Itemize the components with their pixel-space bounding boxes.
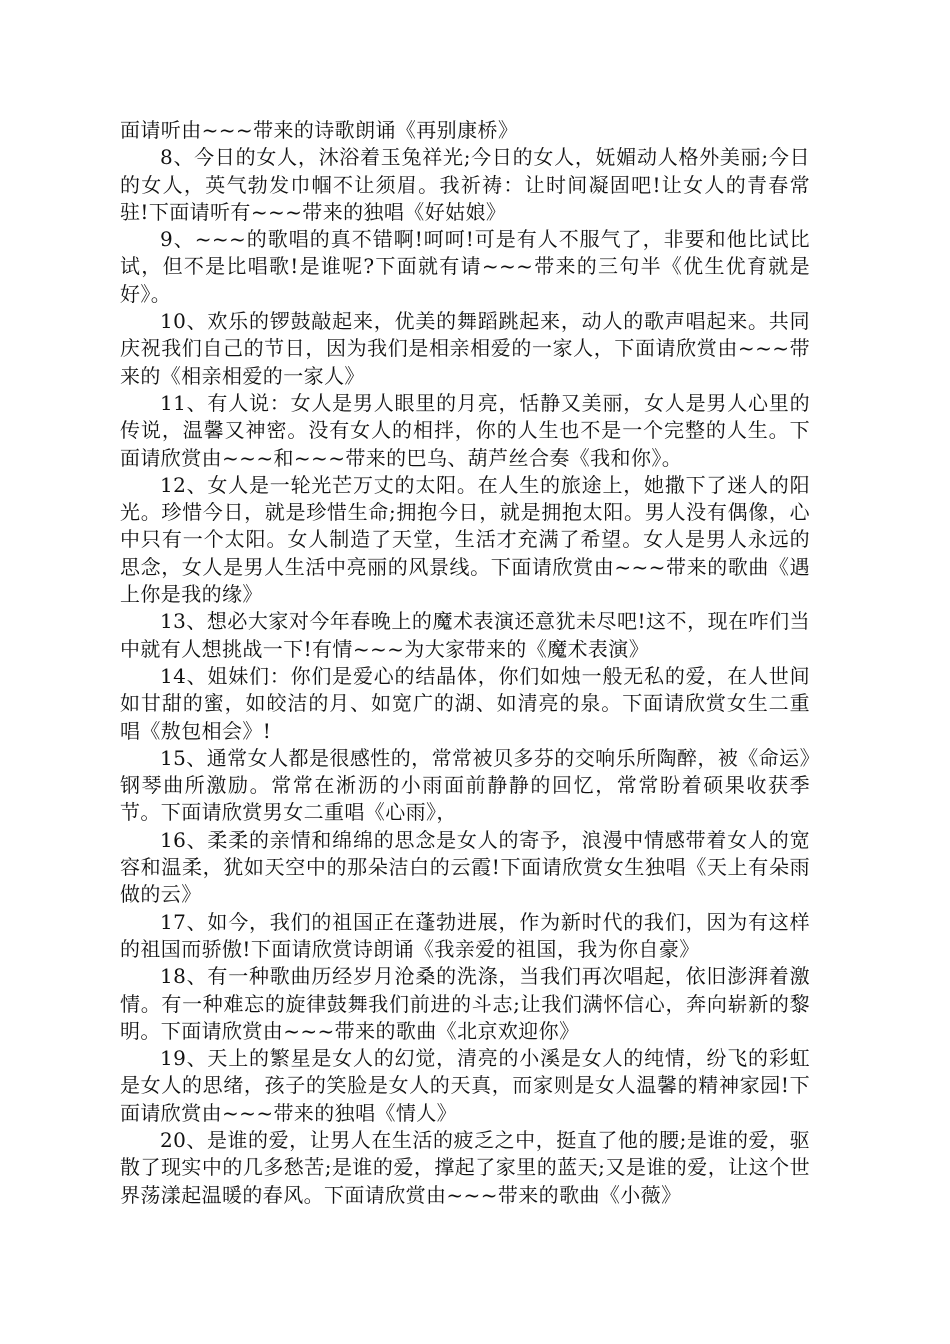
paragraph-item-14: 14、姐妹们：你们是爱心的结晶体，你们如烛一般无私的爱，在人世间如甘甜的蜜，如皎洁的月、如宽广的湖、如清亮的泉。下面请欣赏女生二重唱《敖包相会》! xyxy=(120,663,810,743)
paragraph-item-19: 19、天上的繁星是女人的幻觉，清亮的小溪是女人的纯情，纷飞的彩虹是女人的思绪，孩子的笑脸是女人的天真，而家则是女人温馨的精神家园!下面请欣赏由~~~带来的独唱《情人》 xyxy=(120,1046,810,1125)
paragraph-item-15: 15、通常女人都是很感性的，常常被贝多芬的交响乐所陶醉，被《命运》钢琴曲所激励。常常在淅沥的小雨面前静静的回忆，常常盼着硕果收获季节。下面请欣赏男女二重唱《心雨》， xyxy=(120,745,810,825)
paragraph-item-12: 12、女人是一轮光芒万丈的太阳。在人生的旅途上，她撒下了迷人的阳光。珍惜今日，就是珍惜生命;拥抱今日，就是拥抱太阳。男人没有偶像，心中只有一个太阳。女人制造了天堂，生活才充满了希望。女人是男人永远的思念，女人是男人生活中亮丽的风景线。下面请欣赏由~~~带来的歌曲《遇上你是我的缘》 xyxy=(120,472,810,607)
paragraph-item-18: 18、有一种歌曲历经岁月沧桑的洗涤，当我们再次唱起，依旧澎湃着激情。有一种难忘的旋律鼓舞我们前进的斗志;让我们满怀信心，奔向崭新的黎明。下面请欣赏由~~~带来的歌曲《北京欢迎你》 xyxy=(120,964,810,1043)
paragraph-item-11: 11、有人说：女人是男人眼里的月亮，恬静又美丽，女人是男人心里的传说，温馨又神密。没有女人的相拌，你的人生也不是一个完整的人生。下面请欣赏由~~~和~~~带来的巴乌、葫芦丝合奏《我和你》。 xyxy=(120,390,810,470)
document-page xyxy=(120,117,810,1209)
paragraph-item-10: 10、欢乐的锣鼓敲起来，优美的舞蹈跳起来，动人的歌声唱起来。共同庆祝我们自己的节日，因为我们是相亲相爱的一家人，下面请欣赏由~~~带来的《相亲相爱的一家人》 xyxy=(120,309,810,388)
paragraph-continuation: 面请听由~~~带来的诗歌朗诵《再别康桥》 xyxy=(120,118,519,142)
paragraph-item-16: 16、柔柔的亲情和绵绵的思念是女人的寄予，浪漫中情感带着女人的宽容和温柔，犹如天空中的那朵洁白的云霞!下面请欣赏女生独唱《天上有朵雨做的云》 xyxy=(120,827,810,907)
paragraph-item-20: 20、是谁的爱，让男人在生活的疲乏之中，挺直了他的腰;是谁的爱，驱散了现实中的几多愁苦;是谁的爱，撑起了家里的蓝天;又是谁的爱，让这个世界荡漾起温暖的春风。下面请欣赏由~~~带来的歌曲《小薇》 xyxy=(120,1127,810,1207)
paragraph-item-9: 9、~~~的歌唱的真不错啊!呵呵!可是有人不服气了，非要和他比试比试，但不是比唱歌!是谁呢?下面就有请~~~带来的三句半《优生优育就是好》。 xyxy=(120,227,810,306)
paragraph-item-17: 17、如今，我们的祖国正在蓬勃进展，作为新时代的我们，因为有这样的祖国而骄傲!下面请欣赏诗朗诵《我亲爱的祖国，我为你自豪》 xyxy=(120,909,810,961)
paragraph-item-8: 8、今日的女人，沐浴着玉兔祥光;今日的女人，妩媚动人格外美丽;今日的女人，英气勃发巾帼不让须眉。我祈祷：让时间凝固吧!让女人的青春常驻!下面请听有~~~带来的独唱《好姑娘》 xyxy=(120,145,810,224)
paragraph-item-13: 13、想必大家对今年春晚上的魔术表演还意犹未尽吧!这不，现在咋们当中就有人想挑战一下!有情~~~为大家带来的《魔术表演》 xyxy=(120,609,810,661)
